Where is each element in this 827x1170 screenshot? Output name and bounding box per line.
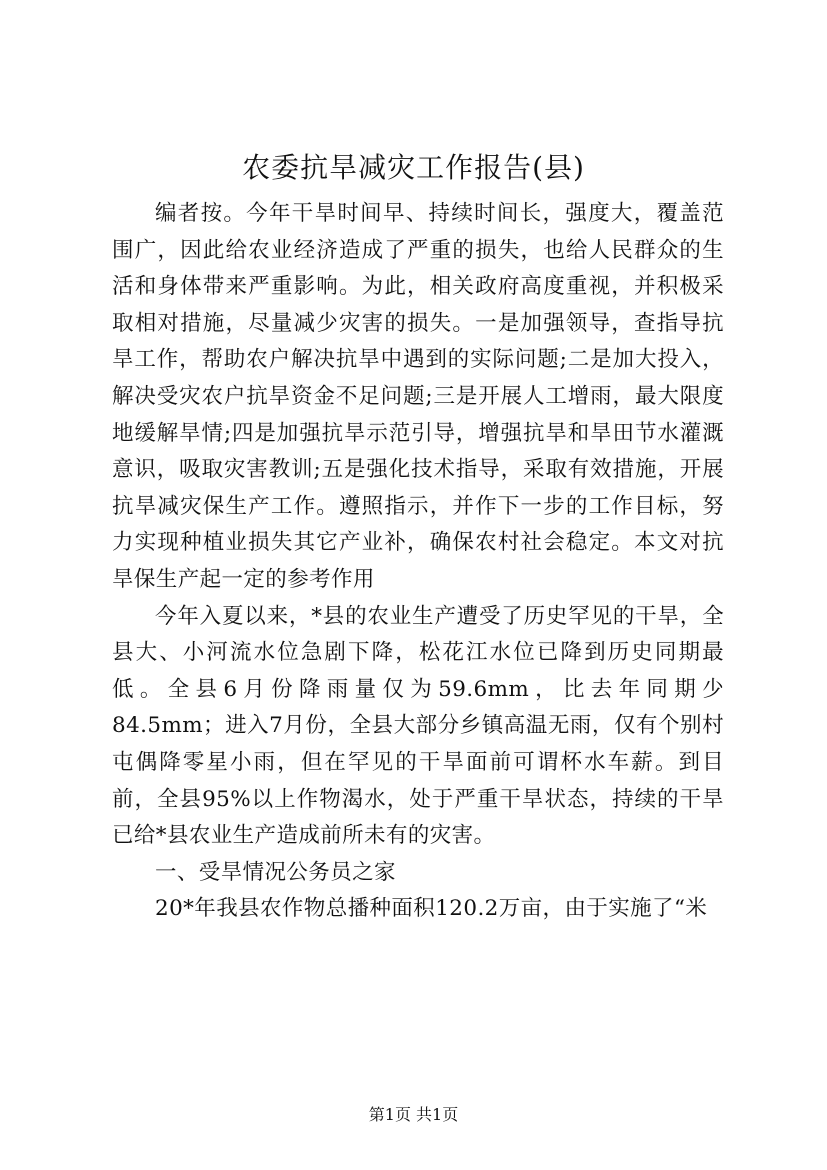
document-title: 农委抗旱减灾工作报告(县)	[242, 151, 585, 184]
page-number-footer: 第1页 共1页	[368, 1105, 459, 1124]
document-body	[112, 196, 724, 928]
planting-area-paragraph: 20*年我县农作物总播种面积120.2万亩，由于实施了“米	[155, 896, 708, 922]
section-heading: 一、受旱情况公务员之家	[155, 859, 396, 885]
editor-note-paragraph: 编者按。今年干旱时间早、持续时间长，强度大，覆盖范围广，因此给农业经济造成了严重的损失，也给人民群众的生活和身体带来严重影响。为此，相关政府高度重视，并积极采取相对措施，尽量减少灾害的损失。一是加强领导，查指导抗旱工作，帮助农户解决抗旱中遇到的实际问题;二是加大投入，解决受灾农户抗旱资金不足问题;三是开展人工增雨，最大限度地缓解旱情;四是加强抗旱示范引导，增强抗旱和旱田节水灌溉意识，吸取灾害教训;五是强化技术指导，采取有效措施，开展抗旱减灾保生产工作。遵照指示，并作下一步的工作目标，努力实现种植业损失其它产业补，确保农村社会稳定。本文对抗旱保生产起一定的参考作用	[112, 201, 724, 592]
drought-overview-paragraph: 今年入夏以来，*县的农业生产遭受了历史罕见的干旱，全县大、小河流水位急剧下降，松花江水位已降到历史同期最低。全县6月份降雨量仅为59.6mm，比去年同期少84.5mm；进入7月份，全县大部分乡镇高温无雨，仅有个别村屯偶降零星小雨，但在罕见的干旱面前可谓杯水车薪。到目前，全县95%以上作物渴水，处于严重干旱状态，持续的干旱已给*县农业生产造成前所未有的灾害。	[112, 603, 724, 849]
